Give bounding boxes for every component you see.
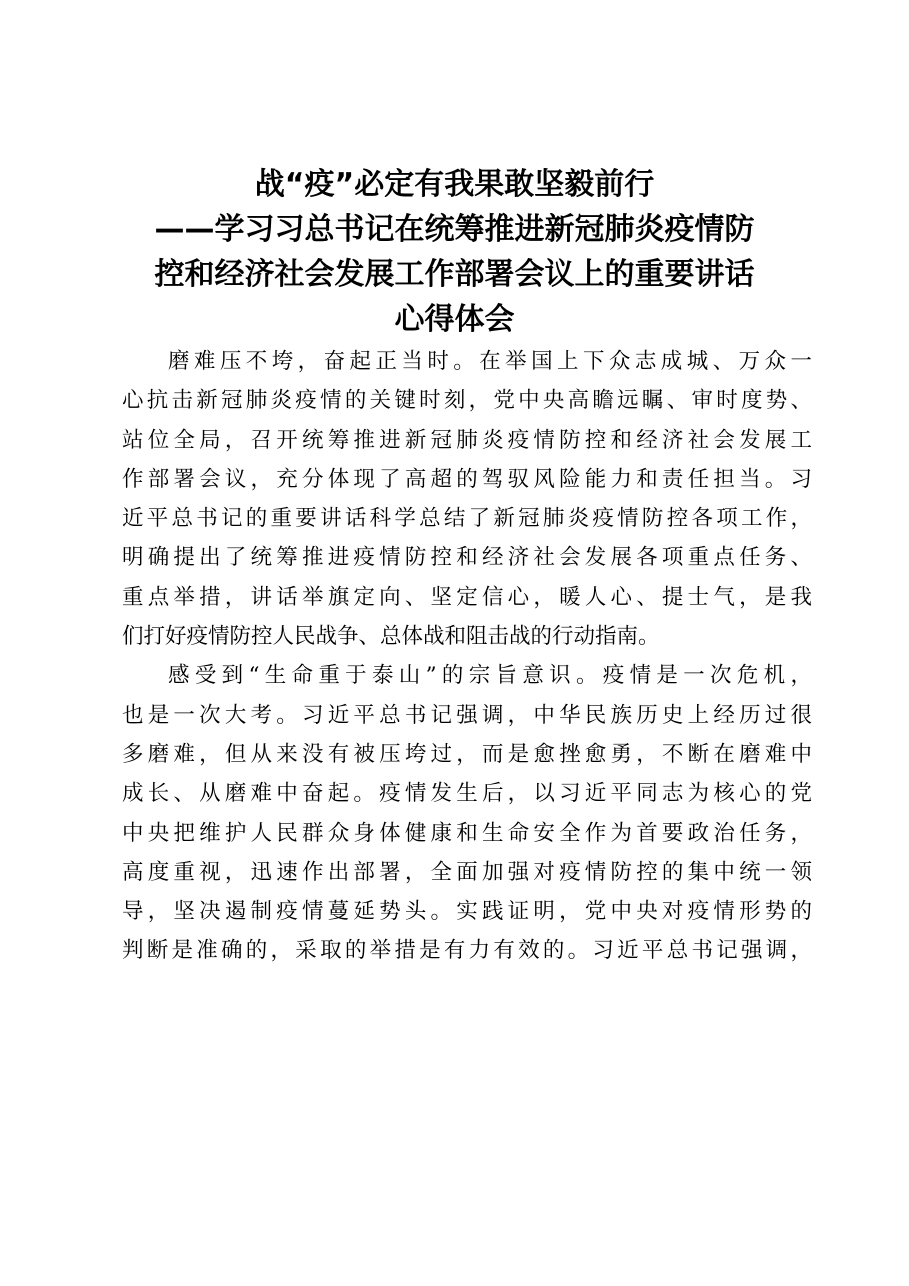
paragraph-line: 判断是准确的，采取的举措是有力有效的。习近平总书记强调， (122, 938, 812, 964)
paragraph-1 (122, 342, 812, 656)
paragraph-line: 导，坚决遏制疫情蔓延势头。实践证明，党中央对疫情形势的 (122, 899, 812, 925)
paragraph-line: 站位全局，召开统筹推进新冠肺炎疫情防控和经济社会发展工 (122, 427, 812, 453)
document-body (122, 342, 812, 971)
paragraph-line: 成长、从磨难中奋起。疫情发生后，以习近平同志为核心的党 (122, 781, 812, 807)
paragraph-line: 心抗击新冠肺炎疫情的关键时刻，党中央高瞻远瞩、审时度势、 (122, 388, 812, 414)
paragraph-line: 也是一次大考。习近平总书记强调，中华民族历史上经历过很 (122, 702, 812, 728)
paragraph-line: 磨难压不垮，奋起正当时。在举国上下众志成城、万众一 (168, 349, 812, 374)
paragraph-line: 感受到“生命重于泰山”的宗旨意识。疫情是一次危机， (168, 663, 812, 689)
paragraph-line: 重点举措，讲话举旗定向、坚定信心，暖人心、提士气，是我 (122, 584, 812, 610)
paragraph-line: 明确提出了统筹推进疫情防控和经济社会发展各项重点任务、 (122, 545, 812, 571)
subtitle-line: 控和经济社会发展工作部署会议上的重要讲话 (154, 257, 755, 292)
paragraph-2 (122, 656, 812, 970)
paragraph-line: 高度重视，迅速作出部署，全面加强对疫情防控的集中统一领 (122, 859, 812, 885)
paragraph-line: 作部署会议，充分体现了高超的驾驭风险能力和责任担当。习 (122, 466, 812, 492)
paragraph-line: 们打好疫情防控人民战争、总体战和阻击战的行动指南。 (122, 624, 660, 650)
document-title (100, 162, 809, 342)
title-line: 战“疫”必定有我果敢坚毅前行 (254, 167, 655, 202)
paragraph-line: 多磨难，但从来没有被压垮过，而是愈挫愈勇，不断在磨难中 (122, 741, 812, 767)
paragraph-line: 中央把维护人民群众身体健康和生命安全作为首要政治任务， (122, 820, 812, 846)
subtitle-line: 心得体会 (394, 302, 515, 337)
subtitle-line: ——学习习总书记在统筹推进新冠肺炎疫情防 (154, 212, 755, 247)
paragraph-line: 近平总书记的重要讲话科学总结了新冠肺炎疫情防控各项工作， (122, 506, 812, 532)
